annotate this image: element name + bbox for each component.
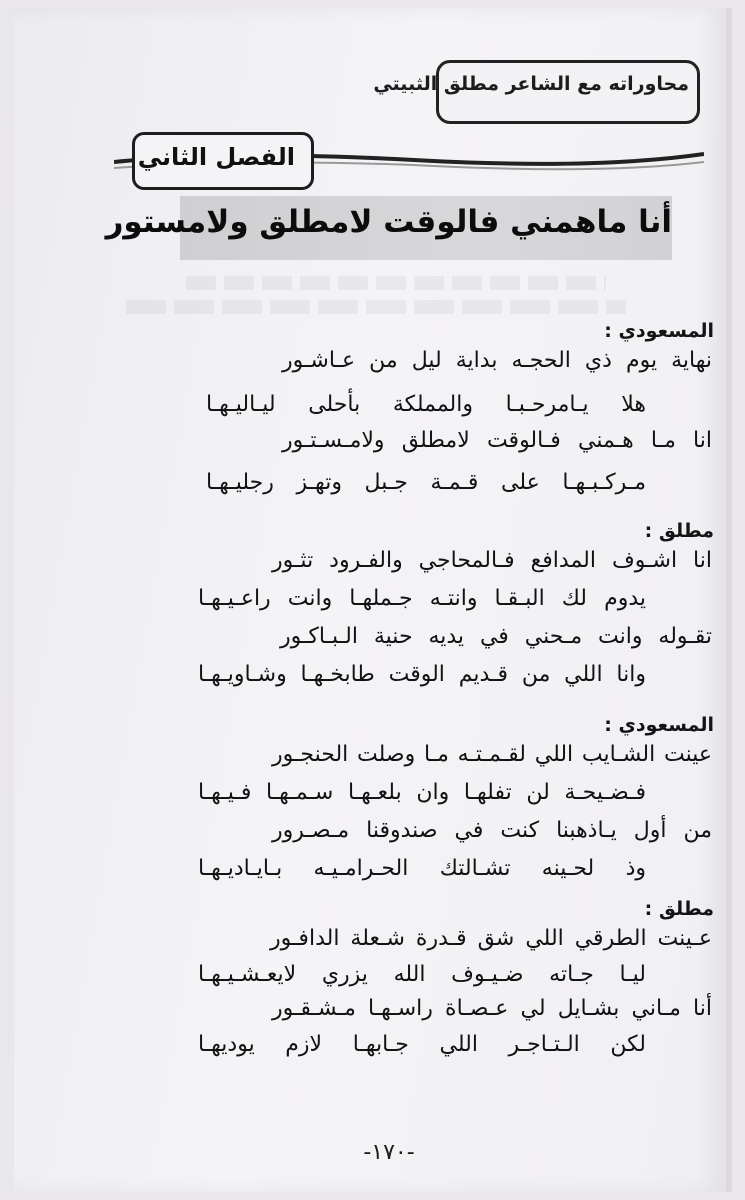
verse-line-second: لكن الـتـاجـر اللي جـابهـا لازم يوديهـا bbox=[198, 1032, 646, 1057]
book-page bbox=[14, 8, 732, 1192]
verse-line-first: انا اشـوف المدافع فـالمحاجي والفـرود تثـور bbox=[272, 548, 712, 573]
poem-title: أنا ماهمني فالوقت لامطلق ولامستور bbox=[105, 204, 672, 240]
chapter-label: الفصل الثاني bbox=[137, 143, 295, 171]
verse-line-first: نهاية يوم ذي الحجـه بداية ليل من عـاشـور bbox=[282, 348, 712, 373]
verse-line-first: من أول يـاذهبنا كنت في صندوقنا مـصـرور bbox=[272, 818, 712, 843]
verse-line-second: فـضـيحـة لن تفلهـا وان بلعـهـا سـمـهـا فـيـهـا bbox=[198, 780, 646, 805]
speaker-label: مطلق : bbox=[644, 898, 714, 920]
running-header-title: محاوراته مع الشاعر مطلق الثبيتي bbox=[373, 73, 689, 95]
verse-line-first: انا مـا هـمني فـالوقت لامطلق ولامـسـتـور bbox=[282, 428, 712, 453]
verse-line-second: هلا يـامرحـبـا والمملكة بأحلى ليـاليـهـا bbox=[206, 392, 646, 417]
verse-line-second: وذ لحـينه تشـالتك الحـرامـيـه بـايـاديـهـا bbox=[198, 856, 646, 881]
verse-line-first: عـينت الطرقي اللي شق قـدرة شـعلة الدافـور bbox=[270, 926, 712, 951]
speaker-label: المسعودي : bbox=[604, 714, 714, 736]
page-number: -١٧٠- bbox=[363, 1140, 415, 1165]
speaker-label: مطلق : bbox=[644, 520, 714, 542]
verse-line-second: يدوم لك البـقـا وانتـه جـملهـا وانت راعـيـهـا bbox=[198, 586, 646, 611]
verse-line-first: عينت الشـايب اللي لقـمـتـه مـا وصلت الحنجـور bbox=[272, 742, 712, 767]
verse-line-first: أنا مـاني بشـايل لي عـصـاة راسـهـا مـشـقـور bbox=[272, 996, 712, 1021]
poem-body bbox=[14, 8, 726, 1192]
verse-line-second: وانا اللي من قـديم الوقت طابخـهـا وشـاويـهـا bbox=[198, 662, 646, 687]
verse-line-second: ليـا جـاته ضـيـوف الله يزري لايعـشـيـهـا bbox=[198, 962, 646, 987]
verse-line-first: تقـوله وانت مـحني في يديه حنية الـبـاكـور bbox=[280, 624, 712, 649]
verse-line-second: مـركـبـهـا على قـمـة جـبل وتهـز رجليـهـا bbox=[206, 470, 646, 495]
speaker-label: المسعودي : bbox=[604, 320, 714, 342]
